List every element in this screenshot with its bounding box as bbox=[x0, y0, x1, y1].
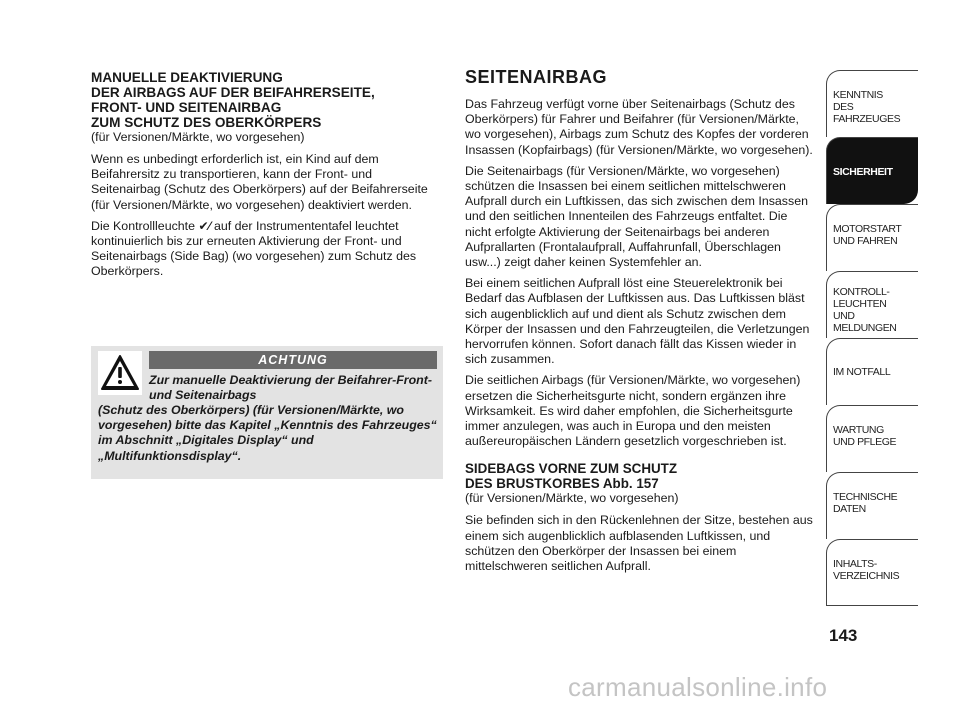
tab-wartung-und-pflege[interactable] bbox=[826, 405, 918, 472]
warning-box bbox=[91, 346, 443, 479]
side-airbag-paragraph-2: Die Seitenairbags (für Versionen/Märkte, wo vorgesehen) schützen die Insassen bei einem seitlichen mittelschweren Aufprall durch ein Luftkissen, das sich zwischen dem Insassen und den seitlichen Innenteilen des Fahrzeugs entfaltet. Die nicht erfolgte Aktivierung der Seitenairbags bei anderen Aufprallarten (Frontalaufprall, Auffahrunfall, Überschlagen usw...) zeigt daher keinen Systemfehler an. bbox=[465, 163, 808, 270]
warning-banner: ACHTUNG bbox=[149, 351, 437, 369]
tab-label: SICHERHEIT bbox=[833, 166, 893, 178]
tab-kenntnis-des-fahrzeuges[interactable] bbox=[826, 70, 918, 137]
left-column bbox=[91, 70, 443, 286]
side-airbag-paragraph-3: Bei einem seitlichen Aufprall löst eine Steuerelektronik bei Bedarf das Aufblasen der Luftkissen aus. Das Luftkissen bläst sich augenblicklich auf und dient als Schutz zwischen dem Körper der Insassen und den Fahrzeugteilen, die Verletzungen hervorrufen können. Sofort danach fällt das Kissen wieder in sich zusammen. bbox=[465, 276, 810, 367]
page-title: SEITENAIRBAG bbox=[465, 67, 608, 87]
tab-label: IM NOTFALL bbox=[833, 366, 891, 378]
sidebag-heading-line-1: SIDEBAGS VORNE ZUM SCHUTZ bbox=[465, 461, 678, 477]
tab-label: KONTROLL- LEUCHTEN UND MELDUNGEN bbox=[833, 286, 897, 334]
tab-sicherheit[interactable] bbox=[826, 137, 918, 204]
deactivation-heading bbox=[91, 70, 443, 130]
heading-line: MANUELLE DEAKTIVIERUNG bbox=[91, 70, 283, 85]
middle-column bbox=[465, 66, 815, 580]
sidebag-subheading: (für Versionen/Märkte, wo vorgesehen) bbox=[465, 491, 679, 506]
heading-line: FRONT- UND SEITENAIRBAG bbox=[91, 100, 282, 115]
tab-motorstart-und-fahren[interactable] bbox=[826, 204, 918, 271]
watermark: carmanualsonline.info bbox=[568, 672, 828, 702]
para2-text-pre: Die Kontrollleuchte bbox=[91, 218, 196, 233]
heading-line: ZUM SCHUTZ DES OBERKÖRPERS bbox=[91, 115, 322, 130]
side-airbag-paragraph-1: Das Fahrzeug verfügt vorne über Seitenairbags (Schutz des Oberkörpers) für Fahrer und Beifahrer (für Versionen/Märkte, wo vorgesehen), Airbags zum Schutz des Kopfes der vorderen Insassen (Kopfairbags) (für Versionen/Märkte, wo vorgesehen). bbox=[465, 97, 813, 157]
page-number: 143 bbox=[829, 626, 858, 645]
warning-triangle-icon bbox=[98, 351, 142, 395]
tab-label: WARTUNG UND PFLEGE bbox=[833, 424, 897, 448]
tab-inhaltsverzeichnis[interactable] bbox=[826, 539, 918, 606]
sidebag-heading-line-2: DES BRUSTKORBES Abb. 157 bbox=[465, 476, 659, 492]
airbag-off-warning-light-icon: ✔⁄ bbox=[198, 218, 211, 233]
tab-kontrollleuchten-und-meldungen[interactable] bbox=[826, 271, 918, 338]
deactivation-paragraph-2 bbox=[91, 219, 443, 280]
chapter-tabs bbox=[826, 70, 918, 606]
warning-text-first: Zur manuelle Deaktivierung der Beifahrer-Front- und Seitenairbags bbox=[149, 373, 432, 403]
tab-label: INHALTS- VERZEICHNIS bbox=[833, 558, 900, 582]
heading-line: DER AIRBAGS AUF DER BEIFAHRERSEITE, bbox=[91, 85, 375, 100]
tab-im-notfall[interactable] bbox=[826, 338, 918, 405]
side-airbag-paragraph-4: Die seitlichen Airbags (für Versionen/Märkte, wo vorgesehen) ersetzen die Sicherheitsgurte nicht, sondern ergänzen ihre Wirksamkeit. Es wird daher empfohlen, die Sicherheitsgurte immer anzulegen, was auch in Europa und den meisten außereuropäischen Ländern gesetzlich vorgeschrieben ist. bbox=[465, 373, 801, 449]
tab-label: MOTORSTART UND FAHREN bbox=[833, 223, 902, 247]
tab-technische-daten[interactable] bbox=[826, 472, 918, 539]
tab-label: KENNTNIS DES FAHRZEUGES bbox=[833, 89, 901, 125]
sidebag-paragraph: Sie befinden sich in den Rückenlehnen der Sitze, bestehen aus einem sich augenblicklich aufblasenden Luftkissen, und schützen den Oberkörper der Insassen bei einem mittelschweren seitlichen Aufprall. bbox=[465, 513, 813, 574]
tab-label: TECHNISCHE DATEN bbox=[833, 491, 898, 515]
deactivation-subheading: (für Versionen/Märkte, wo vorgesehen) bbox=[91, 130, 305, 144]
warning-text-rest: (Schutz des Oberkörpers) (für Versionen/Märkte, wo vorgesehen) bitte das Kapitel „Kenntnis des Fahrzeuges“ im Abschnitt „Digitales Display“ und „Multifunktionsdisplay“. bbox=[98, 403, 437, 463]
para2-text-post: auf der Instrumententafel leuchtet kontinuierlich bis zur erneuten Aktivierung der Front- und Seitenairbags (Side Bag) (wo vorgesehen) zum Schutz des Oberkörpers. bbox=[91, 218, 417, 279]
deactivation-paragraph-1: Wenn es unbedingt erforderlich ist, ein Kind auf dem Beifahrersitz zu transportieren, kann der Front- und Seitenairbag (Schutz des Oberkörpers) auf der Beifahrerseite (für Versionen/Märkte, wo vorgesehen) deaktiviert werden. bbox=[91, 152, 428, 212]
